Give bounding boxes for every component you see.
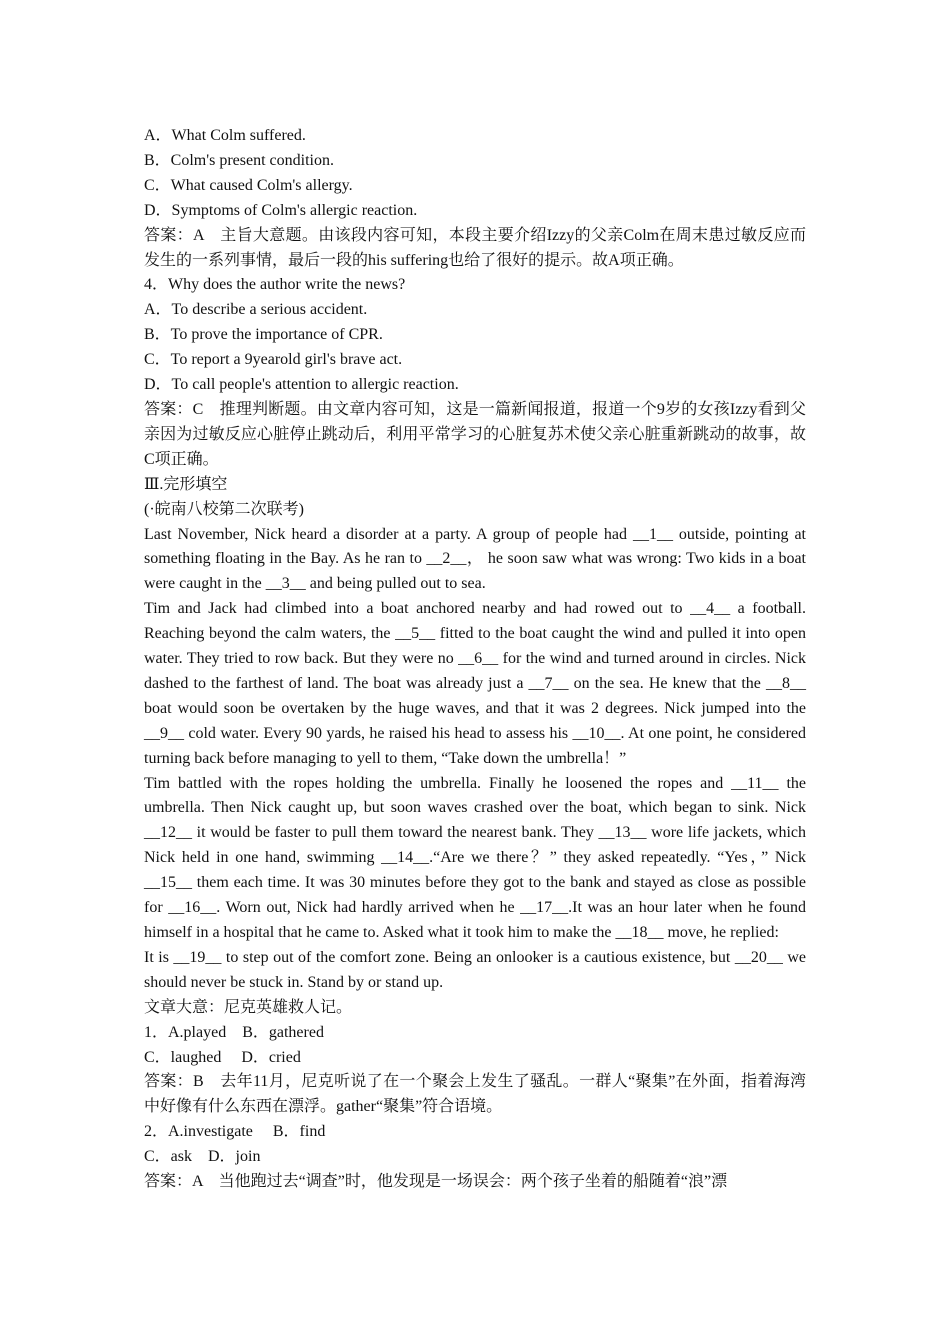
cloze-2-options-b: C．ask D．join — [144, 1148, 261, 1166]
section-source: (·皖南八校第二次联考) — [144, 500, 304, 518]
q4-option-b: B．To prove the importance of CPR. — [144, 326, 383, 344]
cloze-1-options-b: C．laughed D．cried — [144, 1048, 301, 1066]
q4-option-a: A．To describe a serious accident. — [144, 301, 368, 319]
q4-option-c: C．To report a 9yearold girl's brave act. — [144, 351, 403, 369]
cloze-1-options-a: 1．A.played B．gathered — [144, 1023, 324, 1041]
passage-paragraph-1: Last November, Nick heard a disorder at a party. A group of people had __1__ outside, pointing at something floating in the Bay. As he ran to __2__， he soon saw what was wrong: Two kids in a boat were caught in the __3__ and being pulled out to sea. — [144, 525, 806, 593]
cloze-2-options-a: 2．A.investigate B．find — [144, 1123, 326, 1141]
section-title: Ⅲ.完形填空 — [144, 475, 228, 493]
document-page — [144, 124, 806, 1195]
q4-answer: 答案：C 推理判断题。由文章内容可知，这是一篇新闻报道，报道一个9岁的女孩Izzy看到父亲因为过敏反应心脏停止跳动后，利用平常学习的心脏复苏术使父亲心脏重新跳动的故事，故C项正确。 — [144, 400, 806, 468]
q4-question: 4．Why does the author write the news? — [144, 276, 406, 294]
passage-paragraph-2: Tim and Jack had climbed into a boat anchored nearby and had rowed out to __4__ a football. Reaching beyond the calm waters, the __5__ fitted to the boat caught the wind and pulled it into open water. They tried to row back. But they were no __6__ for the wind and turned around in circles. Nick dashed to the farthest of land. The boat was already just a __7__ on the sea. He knew that the __8__ boat would soon be overtaken by the huge waves, and that it was 2 degrees. Nick jumped into the __9__ cold water. Every 90 yards, he raised his head to assess his __10__. At one point, he considered turning back before managing to yell to them, “Take down the umbrella！” — [144, 600, 806, 767]
cloze-1-answer: 答案：B 去年11月，尼克听说了在一个聚会上发生了骚乱。一群人“聚集”在外面，指着海湾中好像有什么东西在漂浮。gather“聚集”符合语境。 — [144, 1073, 806, 1116]
q3-option-b: B．Colm's present condition. — [144, 151, 334, 169]
passage-paragraph-4: It is __19__ to step out of the comfort zone. Being an onlooker is a cautious existence, but __20__ we should never be stuck in. Stand by or stand up. — [144, 948, 806, 991]
q4-option-d: D．To call people's attention to allergic reaction. — [144, 376, 459, 394]
q3-answer: 答案：A 主旨大意题。由该段内容可知，本段主要介绍Izzy的父亲Colm在周末患过敏反应而发生的一系列事情，最后一段的his suffering也给了很好的提示。故A项正确。 — [144, 226, 806, 269]
passage-paragraph-3: Tim battled with the ropes holding the umbrella. Finally he loosened the ropes and __11__ the umbrella. Then Nick caught up, but soon waves crashed over the boat, which began to sink. Nick __12__ it would be faster to pull them toward the nearest bank. They __13__ wore life jackets, which Nick held in one hand, swimming __14__.“Are we there？” they asked repeatedly. “Yes，” Nick __15__ them each time. It was 30 minutes before they got to the bank and stayed as close as possible for __16__. Worn out, Nick had hardly arrived when he __17__.It was an hour later when he found himself in a hospital that he came to. Asked what it took him to make the __18__ move, he replied: — [144, 774, 807, 941]
q3-option-a: A．What Colm suffered. — [144, 127, 306, 144]
cloze-2-answer: 答案：A 当他跑过去“调查”时，他发现是一场误会：两个孩子坐着的船随着“浪”漂 — [144, 1173, 728, 1191]
passage-summary: 文章大意：尼克英雄救人记。 — [144, 998, 353, 1016]
q3-option-c: C．What caused Colm's allergy. — [144, 176, 353, 194]
q3-option-d: D．Symptoms of Colm's allergic reaction. — [144, 201, 418, 219]
